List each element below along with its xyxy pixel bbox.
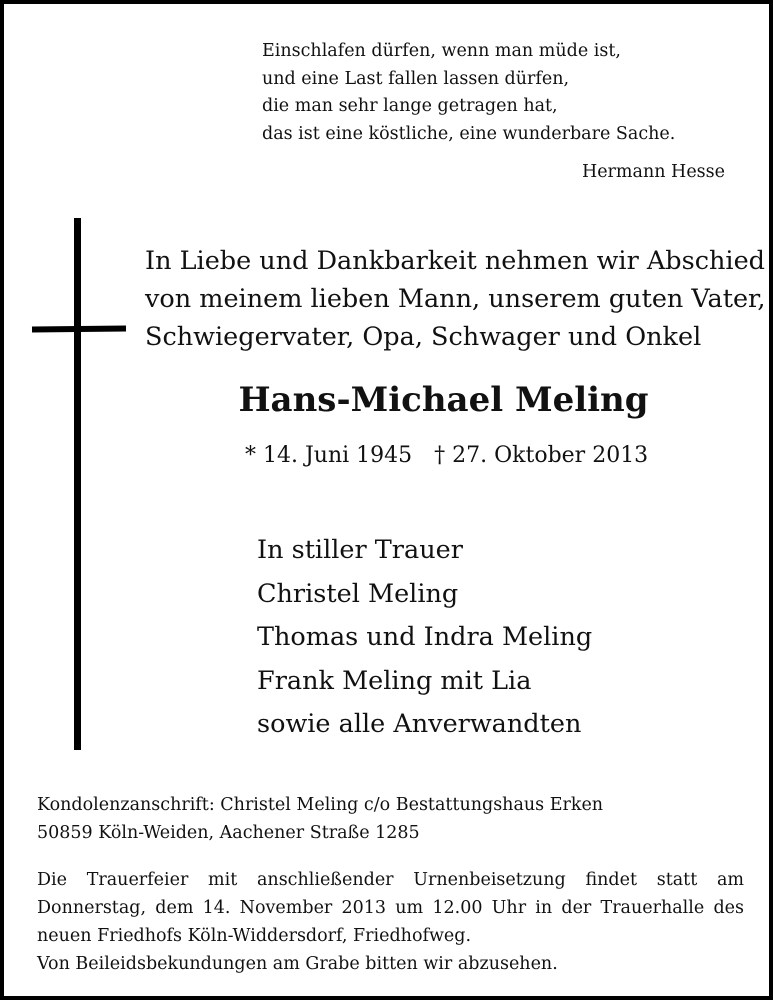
- poem-quote: [262, 38, 675, 148]
- birth-date: * 14. Juni 1945: [245, 443, 413, 468]
- deceased-name: Hans-Michael Meling: [238, 380, 649, 420]
- intro-line: von meinem lieben Mann, unserem guten Vater,: [145, 284, 766, 314]
- service-text: Die Trauerfeier mit anschließender Urnenbeisetzung findet statt am Donnerstag, dem 14. November 2013 um 12.00 Uhr in der Trauerhalle des neuen Friedhofs Köln-Widdersdorf, Friedhofweg.: [37, 870, 744, 946]
- death-date: † 27. Oktober 2013: [434, 443, 649, 468]
- cross-icon-bar: [32, 326, 126, 333]
- mourner-line: sowie alle Anverwandten: [257, 709, 582, 739]
- poem-line: die man sehr lange getragen hat,: [262, 96, 558, 116]
- poem-author: Hermann Hesse: [581, 162, 725, 182]
- intro-line: In Liebe und Dankbarkeit nehmen wir Abschied: [145, 246, 765, 276]
- service-details: [37, 866, 744, 978]
- intro-line: Schwiegervater, Opa, Schwager und Onkel: [145, 322, 702, 352]
- condolence-request: Von Beileidsbekundungen am Grabe bitten wir abzusehen.: [37, 954, 558, 974]
- poem-line: das ist eine köstliche, eine wunderbare Sache.: [262, 123, 676, 144]
- mourner-line: Christel Meling: [257, 578, 459, 609]
- mourner-line: Frank Meling mit Lia: [257, 665, 532, 696]
- poem-line: und eine Last fallen lassen dürfen,: [262, 68, 570, 89]
- condolence-line: Kondolenzanschrift: Christel Meling c/o Bestattungshaus Erken: [37, 795, 604, 815]
- condolence-address: [37, 791, 603, 847]
- cross-icon: [74, 218, 81, 750]
- poem-line: Einschlafen dürfen, wenn man müde ist,: [262, 41, 621, 61]
- mourners-list: [257, 529, 592, 747]
- condolence-line: 50859 Köln-Weiden, Aachener Straße 1285: [37, 823, 420, 843]
- life-dates: [245, 443, 648, 468]
- farewell-intro: [145, 242, 766, 356]
- mourner-line: Thomas und Indra Meling: [257, 622, 593, 652]
- mourner-line: In stiller Trauer: [257, 535, 463, 565]
